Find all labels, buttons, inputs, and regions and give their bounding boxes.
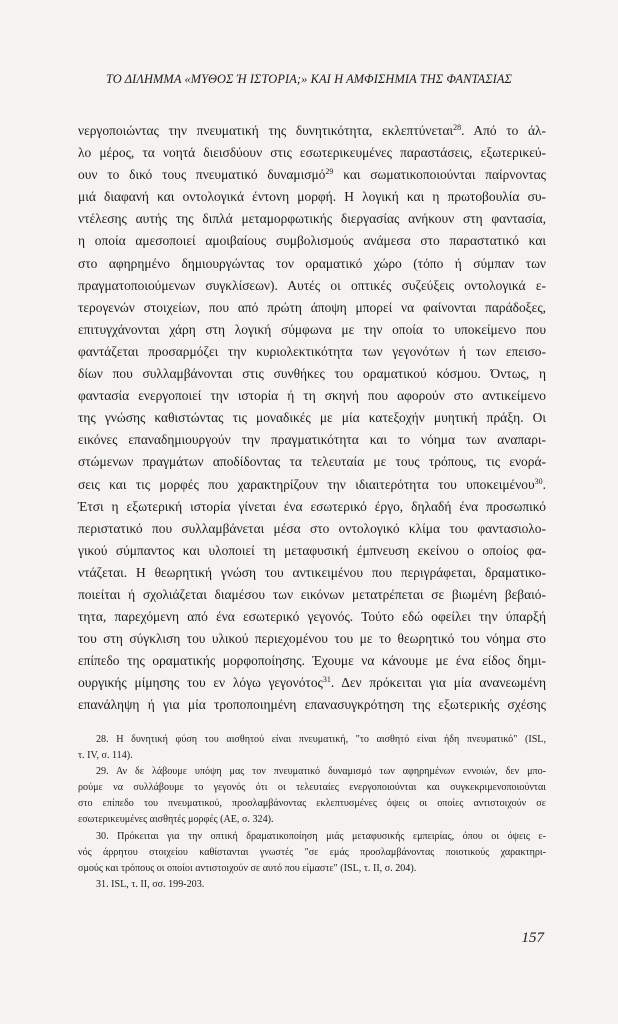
footnotes — [78, 732, 546, 893]
text-line: Έτσι η εξωτερική ιστορία γίνεται ένα εσωτερικό έργο, δηλαδή ένα προσωπικό — [78, 498, 546, 514]
text-fragment: νεργοποιώντας την πνευματική της δυνητικότητα, εκλεπτύνεται — [78, 123, 454, 138]
main-text — [78, 120, 546, 717]
text-fragment: . Από το άλ- — [461, 123, 546, 138]
footnote-line: τ. IV, σ. 114). — [78, 750, 133, 762]
footnote-ref-29[interactable]: 29 — [325, 167, 334, 177]
text-fragment: ουν το δικό τους πνευματικό δυναμισμό — [78, 167, 326, 183]
text-line — [78, 164, 546, 186]
footnote-ref-28[interactable]: 28 — [453, 123, 462, 132]
footnote-ref-30[interactable]: 30 — [534, 476, 543, 486]
footnote-line: σμούς και τρόπους οι οποίοι αντιστοιχούν σε αυτό που είμαστε" (ISL, τ. II, σ. 204). — [78, 862, 417, 874]
footnote-line: 29. Αν δε λάβουμε υπόψη μας τον πνευματικό δυναμισμό των αφηρημένων εννοιών, δεν μπο- — [96, 766, 546, 778]
footnote-29 — [78, 764, 546, 828]
footnote-ref-31[interactable]: 31 — [322, 675, 331, 685]
footnote-line: στο επίπεδο του πνευματικού, προσλαμβάνοντας εκλεπτυσμένες όψεις οι οποίες αντιστοιχούν σε — [78, 798, 546, 810]
footnote-line: νός άρρητου στοιχείου καθίστανται γνωστές "σε εμάς προσλαμβάνοντας ποιοτικούς χαρακτηρι- — [78, 846, 546, 858]
text-line: μιά διαφανή και οντολογικά έντονη μορφή. Η λογική και η πρωτοβουλία συ- — [78, 189, 546, 205]
text-fragment: . Δεν πρόκειται για μία ανανεωμένη — [330, 675, 546, 691]
text-fragment: . — [542, 476, 546, 492]
text-line: επιτυγχάνονται χάρη στη λογική σύμφωνα με την οποία το υποκείμενο που — [78, 321, 546, 337]
text-fragment: σεις και τις μορφές που χαρακτηρίζουν την ιδιαιτερότητα του υποκειμένου — [78, 476, 535, 492]
text-line: του στη σύγκλιση του υλικού περιεχομένου του με το θεωρητικό του νόημα στο — [78, 631, 546, 647]
text-line — [78, 120, 546, 142]
footnote-line: εσωτερικευμένες αισθητές μορφές (ΑΕ, σ. 324). — [78, 814, 274, 826]
text-line: η οποία αμεσοποιεί αμοιβαίους συμβολισμούς ανάμεσα στο παραστατικό και — [78, 233, 546, 249]
footnote-31 — [78, 877, 546, 893]
footnote-line: 30. Πρόκειται για την οπτική δραματικοποίηση μιάς μεταφυσικής εμπειρίας, όπου οι όψεις ε- — [96, 830, 546, 842]
text-line: στώμενων πραγμάτων αποδίδοντας τα τελευταία με τους τρόπους, τις ενορά- — [78, 454, 546, 470]
text-line: τητα, παρεχόμενη από ένα εσωτερικό γεγονός. Τούτο εδώ οφείλει την ύπαρξή — [78, 609, 546, 625]
text-line: επίπεδο της οραματικής μορφοποίησης. Έχουμε να κάνουμε με ένα είδος δημι- — [78, 653, 546, 669]
footnote-line: 28. Η δυνητική φύση του αισθητού είναι πνευματική, "το αισθητό είναι ήδη πνευματικό" (ISL, — [96, 734, 546, 745]
text-line: ποιείται ή σχολιάζεται διαμέσου των εικόνων μετατρέπεται σε βιωμένη βεβαιό- — [78, 586, 546, 602]
footnote-line: ρούμε να συλλάβουμε το γεγονός ότι οι τελευταίες ενεργοποιούνται και συγκεκριμενοποιούνται — [78, 782, 546, 794]
text-line: δίων που συλλαμβάνονται στις συνθήκες του οραματικού κόσμου. Όντως, η — [78, 366, 546, 382]
text-line: φαντασία ενεργοποιεί την ιστορία ή τη σκηνή που αφορούν στο αντικείμενο — [78, 388, 546, 404]
text-fragment: και σωματικοποιούνται παίρνοντας — [333, 167, 546, 183]
text-line: της γνώσης καθιστώντας τις μοναδικές με μία κατεξοχήν μυητική πράξη. Οι — [78, 410, 546, 426]
footnote-28 — [78, 732, 546, 764]
running-title: ΤΟ ΔΙΛΗΜΜΑ «ΜΥΘΟΣ Ή ΙΣΤΟΡΙΑ;» ΚΑΙ Η ΑΜΦΙΣΗΜΙΑ ΤΗΣ ΦΑΝΤΑΣΙΑΣ — [105, 72, 513, 86]
text-line — [78, 474, 546, 496]
text-line: ντέλεσης αυτής της διπλά μεταμορφωτικής διεργασίας ανήκουν στη φαντασία, — [78, 211, 546, 227]
text-line: εικόνες επαναδημιουργούν την πραγματικότητα και το νόημα των αναπαρι- — [78, 432, 546, 448]
text-line: πραγματοποιούμενων συγκλίσεων). Αυτές οι οπτικές συζεύξεις οντολογικά ε- — [78, 277, 546, 293]
text-line: ντάζεται. Η θεωρητική γνώση του αντικειμένου που περιγράφεται, δραματικο- — [78, 564, 546, 580]
text-line: φαντάζεται προσαρμόζει την κυριολεκτικότητα των γεγονότων ή των επεισο- — [78, 343, 546, 359]
footnote-line: 31. ISL, τ. II, σσ. 199-203. — [96, 878, 205, 890]
text-fragment: ουργικής μίμησης του εν λόγω γεγονότος — [78, 675, 323, 691]
text-line: επανάληψη ή για μία τροποποιημένη επανασυγκρότηση της εξωτερικής σχέσης — [78, 697, 546, 713]
text-line: περιστατικό που συλλαμβάνεται μέσα στο οντολογικό κλίμα του φαντασιολο- — [78, 520, 546, 536]
text-line: στο αφηρημένο δημιουργώντας τον οραματικό χώρο (τόπο ή σύμπαν των — [78, 255, 546, 271]
text-line: λο μέρος, τα νοητά διεισδύουν στις εσωτερικευμένες παραστάσεις, εξωτερικεύ- — [78, 145, 546, 161]
page-number: 157 — [521, 930, 544, 946]
footnote-30 — [78, 829, 546, 877]
text-line: τερογενών στοιχείων, που από πρώτη άποψη μπορεί να φαίνονται παράδοξες, — [78, 299, 546, 315]
text-line: γικού σύμπαντος και υλοποιεί τη μεταφυσική έμπνευση εκείνου ο οποίος φα- — [78, 542, 546, 558]
text-line — [78, 672, 546, 694]
